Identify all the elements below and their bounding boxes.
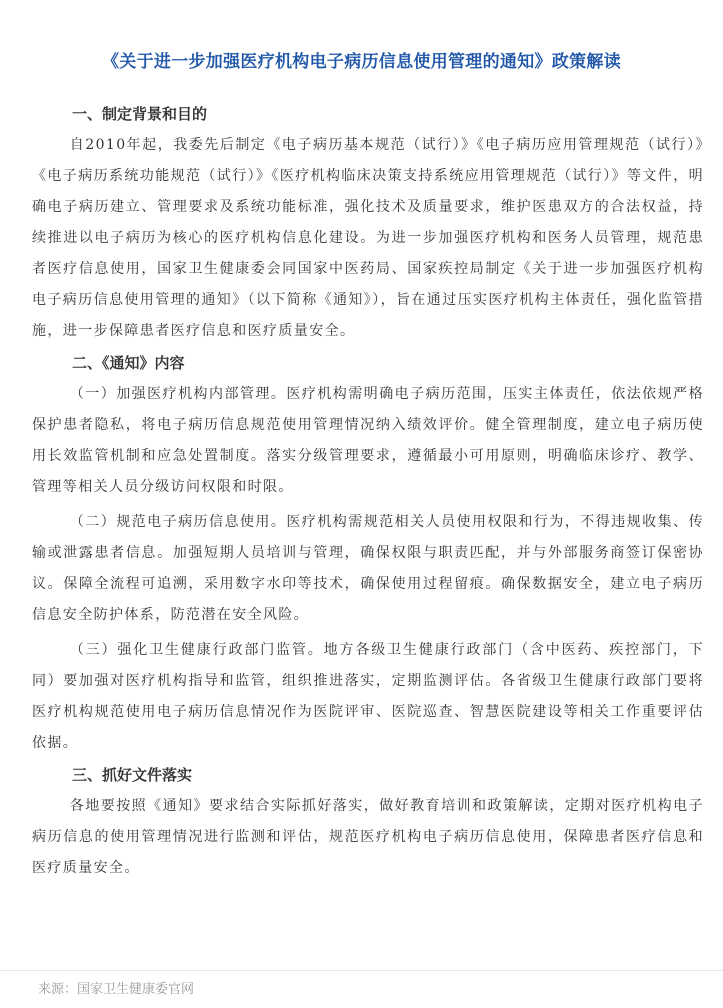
page-title: 《关于进一步加强医疗机构电子病历信息使用管理的通知》政策解读	[102, 52, 621, 73]
source-label: 来源：国家卫生健康委官网	[38, 982, 195, 997]
paragraph-background: 自2010年起，我委先后制定《电子病历基本规范（试行）》《电子病历应用管理规范（试行）》《电子病历系统功能规范（试行）》《医疗机构临床决策支持系统应用管理规范（试行）》等文件，明确电子病历建立、管理要求及系统功能标准，强化技术及质量要求，维护医患双方的合法权益，持续推进以电子病历为核心的医疗机构信息化建设。为进一步加强医疗机构和医务人员管理，规范患者医疗信息使用，国家卫生健康委会同国家中医药局、国家疾控局制定《关于进一步加强医疗机构电子病历信息使用管理的通知》（以下简称《通知》），旨在通过压实医疗机构主体责任，强化监管措施，进一步保障患者医疗信息和医疗质量安全。	[32, 137, 704, 339]
paragraph-internal-management: （一）加强医疗机构内部管理。医疗机构需明确电子病历范围，压实主体责任，依法依规严格保护患者隐私，将电子病历信息规范使用管理情况纳入绩效评价。健全管理制度，建立电子病历使用长效监管机制和应急处置制度。落实分级管理要求，遵循最小可用原则，明确临床诊疗、教学、管理等相关人员分级访问权限和时限。	[32, 386, 704, 495]
paragraph-implementation: 各地要按照《通知》要求结合实际抓好落实，做好教育培训和政策解读，定期对医疗机构电子病历信息的使用管理情况进行监测和评估，规范医疗机构电子病历信息使用，保障患者医疗信息和医疗质量安全。	[32, 798, 704, 876]
section-heading-background: 一、制定背景和目的	[72, 105, 208, 123]
section-heading-implementation: 三、抓好文件落实	[72, 766, 193, 784]
article-body	[32, 98, 704, 884]
section-heading-content: 二、《通知》内容	[72, 354, 185, 372]
paragraph-supervision: （三）强化卫生健康行政部门监管。地方各级卫生健康行政部门（含中医药、疾控部门，下同）要加强对医疗机构指导和监管，组织推进落实，定期监测评估。各省级卫生健康行政部门要将医疗机构规范使用电子病历信息情况作为医院评审、医院巡查、智慧医院建设等相关工作重要评估依据。	[32, 642, 704, 751]
footer-divider	[0, 970, 723, 971]
paragraph-standardize-usage: （二）规范电子病历信息使用。医疗机构需规范相关人员使用权限和行为，不得违规收集、传输或泄露患者信息。加强短期人员培训与管理，确保权限与职责匹配，并与外部服务商签订保密协议。保障全流程可追溯，采用数字水印等技术，确保使用过程留痕。确保数据安全，建立电子病历信息安全防护体系，防范潜在安全风险。	[32, 514, 704, 623]
